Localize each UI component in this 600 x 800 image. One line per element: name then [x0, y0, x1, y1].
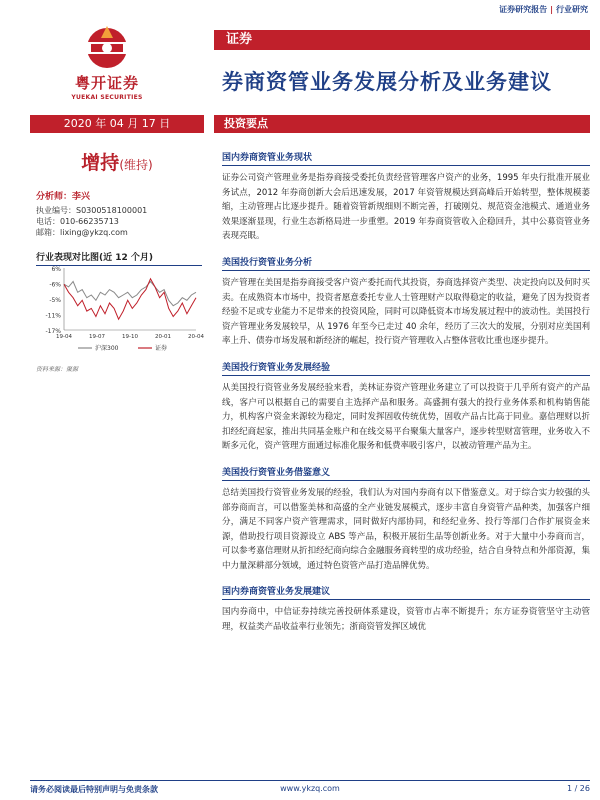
performance-chart-title: 行业表现对比图(近 12 个月): [36, 250, 202, 266]
analyst-phone: 电话：010-66235713: [36, 217, 119, 226]
section-heading: 美国投行资管业务借鉴意义: [222, 465, 590, 481]
section-body: 国内券商中，中信证券持续完善投研体系建设，资管市占率不断提升；东方证券资管坚守主动管理，权益类产品收益率行业领先；浙商资管发挥区域优: [222, 607, 590, 633]
logo-name-en: YUEKAI SECURITIES: [71, 94, 143, 101]
report-date: 2020 年 04 月 17 日: [30, 115, 204, 133]
company-logo: [62, 24, 152, 101]
chart-source: 资料来源：聚源: [36, 366, 79, 373]
analyst-license: 执业编号：S0300518100001: [36, 206, 148, 215]
x-tick-label: 19-07: [89, 334, 105, 340]
rating-sub: (维持): [119, 158, 153, 172]
legend-label: 证券: [155, 345, 168, 352]
summary-label-bar: 投资要点: [214, 115, 590, 133]
legend-label: 沪深300: [95, 345, 119, 352]
x-tick-label: 20-01: [155, 334, 171, 340]
footer-disclaimer: 请务必阅读最后特别声明与免责条款: [30, 785, 158, 794]
footer-divider: [30, 780, 590, 781]
report-type-tag: [499, 4, 588, 15]
y-tick-label: -5%: [49, 297, 61, 304]
section-5: [222, 584, 590, 634]
section-body: 证券公司资产管理业务是指券商接受委托负责经营管理客户资产的业务，1995 年央行批准开展业务试点，2012 年券商创新大会后迅速发展，2017 年资管规模达到高峰后开始转型，整体规模萎缩，主动管理占比逐步提升。随着资管新规细则不断完善，打破刚兑、规范资金池模式、通道业务效果逐渐显现，行业生态新格局进一步重塑。2019 年券商资管收入企稳回升，其中公募资管业务表现亮眼。: [222, 173, 590, 242]
section-3: [222, 360, 590, 454]
section-4: [222, 465, 590, 574]
report-title: 券商资管业务发展分析及业务建议: [222, 70, 552, 94]
x-tick-label: 19-04: [56, 334, 72, 340]
analyst-email: 邮箱：lixing@ykzq.com: [36, 228, 128, 237]
performance-chart: [36, 264, 202, 362]
tag-separator: |: [550, 5, 553, 14]
y-tick-label: -11%: [45, 312, 61, 320]
key-points-content: [222, 150, 590, 646]
logo-name-cn: 粤开证券: [74, 74, 139, 92]
report-subtype-label: 行业研究: [556, 5, 588, 14]
x-tick-label: 20-04: [188, 334, 204, 340]
y-tick-label: -17%: [45, 328, 61, 335]
series-line-hs300: [64, 282, 196, 306]
footer-url: www.ykzq.com: [280, 784, 340, 793]
y-tick-label: 6%: [51, 266, 61, 273]
logo-emblem-icon: [80, 24, 134, 70]
footer-page-number: 1 / 26: [566, 784, 590, 793]
section-heading: 美国投行资管业务分析: [222, 255, 590, 271]
y-tick-label: -6%: [49, 281, 61, 289]
section-body: 从美国投行资管业务发展经验来看，美林证券资产管理业务建立了可以投资于几乎所有资产的产品线，客户可以根据自己的需要自主选择产品和服务。高盛拥有强大的投行业务体系和机构销售能力，机构客户资金来源较为稳定，同时发挥固收传统优势，固收产品占比高于同业。嘉信理财以折扣经纪商起家，推出共同基金账户和在线交易平台聚集大量客户，逐步转型财富管理，业务收入不断多元化，资产管理方面通过标准化服务和低费率吸引客户，以被动管理产品为主。: [222, 382, 590, 452]
analyst-name: 分析师：李兴: [36, 192, 91, 202]
section-heading: 国内券商资管业务发展建议: [222, 584, 590, 600]
section-2: [222, 255, 590, 349]
series-line-securities: [64, 279, 196, 319]
rating-main: 增持: [81, 152, 120, 174]
section-1: [222, 150, 590, 244]
industry-category-bar: 证券: [214, 30, 590, 50]
performance-chart-svg: [36, 264, 202, 362]
report-type-label: 证券研究报告: [499, 5, 548, 14]
investment-rating: [30, 148, 204, 175]
section-heading: 美国投行资管业务发展经验: [222, 360, 590, 376]
x-tick-label: 19-10: [122, 334, 138, 340]
analyst-info: [36, 192, 147, 238]
section-heading: 国内券商资管业务现状: [222, 150, 590, 166]
section-body: 资产管理在美国是指券商接受客户资产委托而代其投资，券商选择资产类型、决定投向以及何时买卖。在成熟资本市场中，投资者愿意委托专业人士管理财产以取得稳定的收益，避免了因为投资者经验不足或专业能力不足带来的投资风险，同时可以降低资本市场发展过程中的波动性。美国投行资产管理业务发展较早，从 1976 年至今已走过 40 余年，经历了三次大的发展，分别对应美国利率上升、债券市场发展和新经济的崛起，投行资产管理收入占整体营收比重也逐步提升。: [222, 277, 590, 347]
section-body: 总结美国投行资管业务发展的经验，我们认为对国内券商有以下借鉴意义。对于综合实力较强的头部券商而言，可以借鉴美林和高盛的全产业链发展模式，逐步丰富自身资管产品种类，加强客户细分，满足不同客户资产管理需求，同时做好内部协同，和经纪业务、投行等部门合作扩展资金来源，借助投行项目资源设立 ABS 等产品，积极开展衍生品等创新业务。对于大量中小券商而言，可以参考嘉信理财从折扣经纪商向综合金融服务商转型的成功经验，结合自身特点和外部资源，集中力量深耕部分领域，通过特色资管产品打造品牌优势。: [222, 487, 590, 571]
